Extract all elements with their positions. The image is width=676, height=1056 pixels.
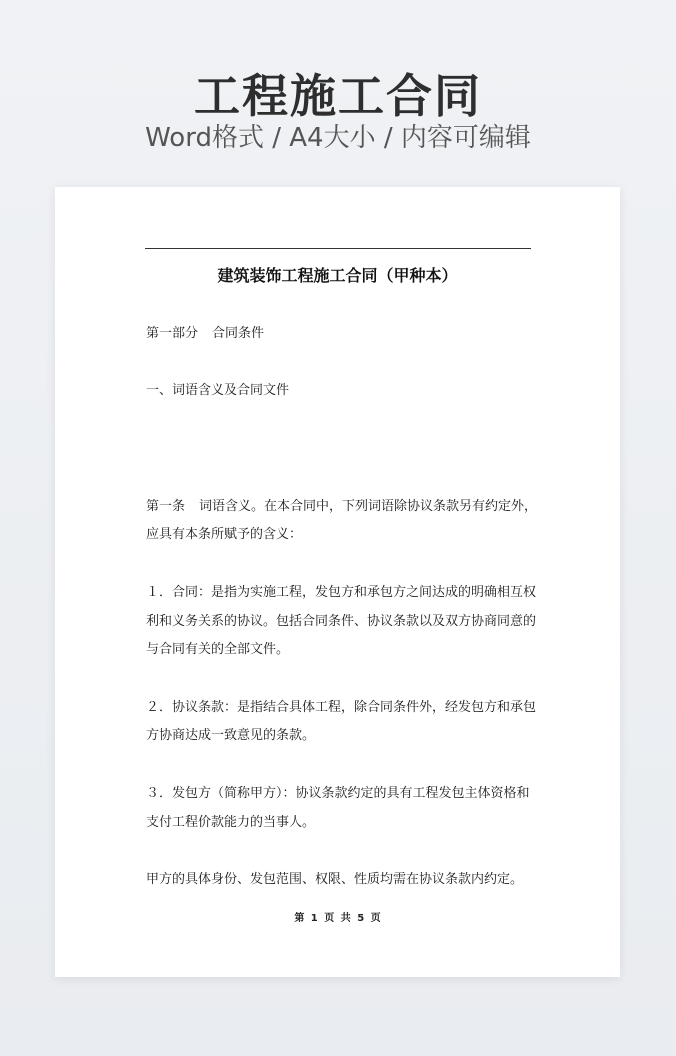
article-text: 词语含义。在本合同中，下列词语除协议条款另有约定外， bbox=[199, 499, 538, 514]
header-rule bbox=[145, 248, 531, 249]
article-line-2: 应具有本条所赋予的含义： bbox=[146, 527, 303, 542]
part-label: 第一部分 bbox=[146, 326, 199, 341]
document-page bbox=[55, 187, 620, 977]
item2-line-2: 方协商达成一致意见的条款。 bbox=[146, 728, 316, 743]
item1-line-1: １．合同：是指为实施工程，发包方和承包方之间达成的明确相互权 bbox=[146, 585, 537, 600]
hero-title: 工程施工合同 bbox=[194, 69, 482, 123]
section-heading: 一、词语含义及合同文件 bbox=[146, 383, 290, 398]
article-line bbox=[146, 492, 536, 521]
page-footer: 第 1 页 共 5 页 bbox=[294, 913, 381, 924]
article-label: 第一条 bbox=[146, 499, 186, 514]
hero-subtitle: Word格式 / A4大小 / 内容可编辑 bbox=[145, 123, 531, 153]
item3-line-2: 支付工程价款能力的当事人。 bbox=[146, 815, 316, 830]
last-line: 甲方的具体身份、发包范围、权限、性质均需在协议条款内约定。 bbox=[146, 872, 524, 887]
part-name: 合同条件 bbox=[212, 326, 265, 341]
item3-line-1: ３．发包方（简称甲方）：协议条款约定的具有工程发包主体资格和 bbox=[146, 786, 530, 801]
part-heading bbox=[146, 319, 536, 348]
item1-line-3: 与合同有关的全部文件。 bbox=[146, 642, 290, 657]
document-title: 建筑装饰工程施工合同（甲种本） bbox=[217, 266, 458, 285]
item2-line-1: ２．协议条款：是指结合具体工程，除合同条件外，经发包方和承包 bbox=[146, 700, 537, 715]
item1-line-2: 利和义务关系的协议。包括合同条件、协议条款以及双方协商同意的 bbox=[146, 614, 537, 629]
